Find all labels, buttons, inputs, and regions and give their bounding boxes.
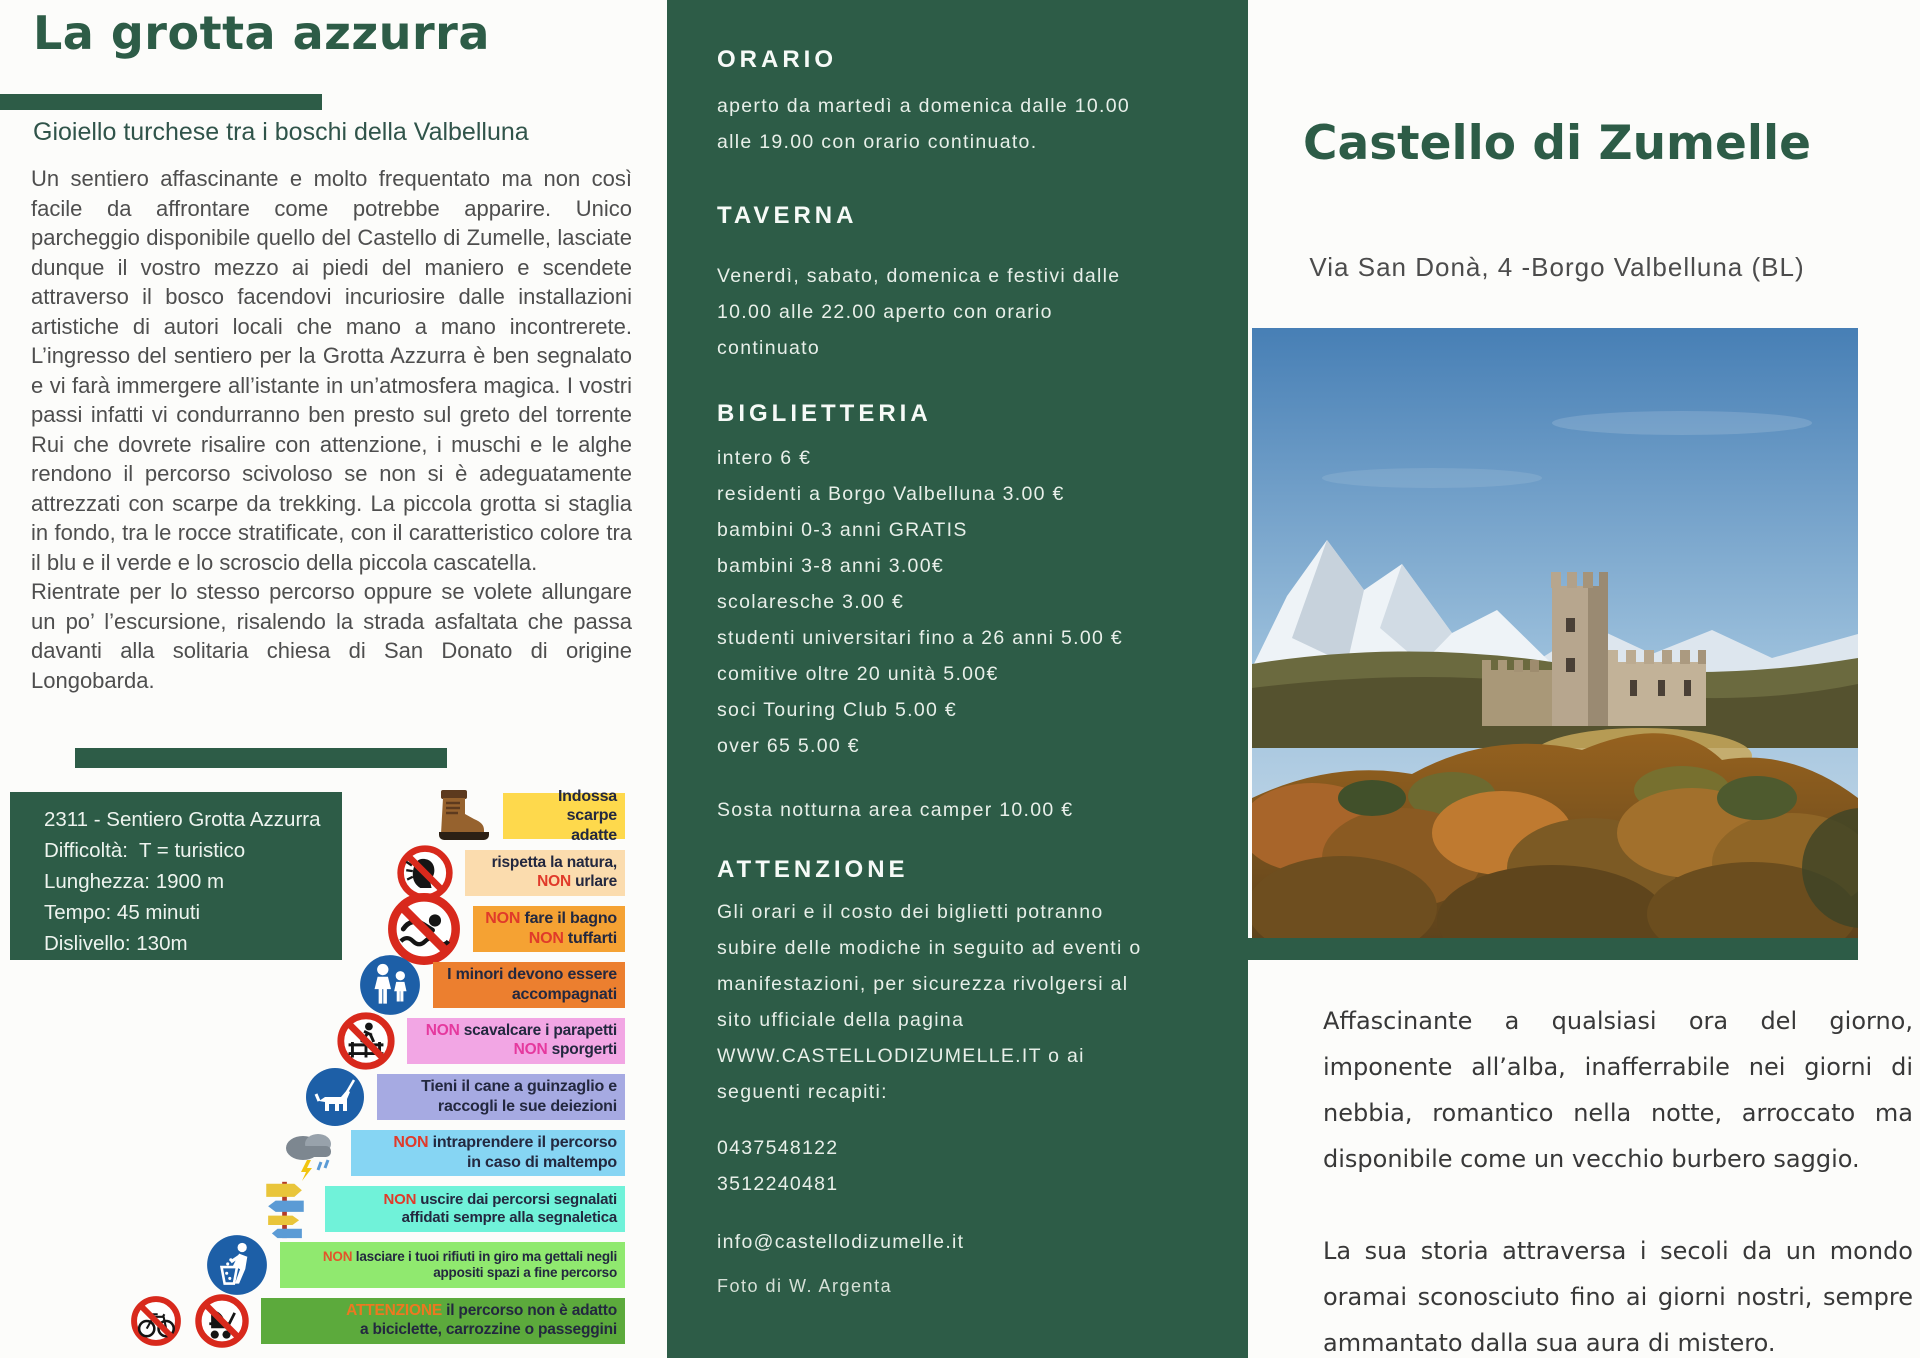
rule-label-line: NON scavalcare i parapetti (425, 1022, 617, 1040)
info-line: bambini 3-8 anni 3.00€ (717, 555, 944, 577)
info-line: sito ufficiale della pagina (717, 1009, 965, 1031)
info-line: bambini 0-3 anni GRATIS (717, 519, 968, 541)
info-line: manifestazioni, per sicurezza rivolgersi al (717, 973, 1129, 995)
rule-label (261, 1298, 625, 1344)
info-section-biglietteria (717, 398, 1208, 828)
rule-label-line: NON fare il bagno (485, 910, 617, 928)
photo-underline-bar (1248, 938, 1858, 960)
rule-label (473, 906, 625, 952)
trail-info-line: Dislivello: 130m (44, 932, 188, 955)
trail-info-line: 2311 - Sentiero Grotta Azzurra (44, 808, 321, 831)
rule-label (351, 1130, 625, 1176)
rule-label-line: rispetta la natura, (491, 854, 617, 872)
rule-label-line: NON intraprendere il percorso (393, 1134, 617, 1152)
section-lines (717, 894, 1208, 1110)
use-bins-icon (204, 1232, 270, 1298)
children-supervision-icon (357, 952, 423, 1018)
rule-label-line: affidati sempre alla segnaletica (401, 1209, 617, 1226)
info-line: subire delle modiche in seguito ad eventi o (717, 937, 1142, 959)
no-bicycle-icon (129, 1294, 183, 1348)
rule-label-line: Indossa scarpe (557, 787, 617, 825)
phone-number: 0437548122 (717, 1137, 839, 1159)
rule-label-line: I minori devono essere (447, 966, 617, 984)
left-body-text (31, 164, 632, 695)
rule-label-line: ATTENZIONE il percorso non è adatto (346, 1302, 617, 1320)
address: Via San Donà, 4 -Borgo Valbelluna (BL) (1309, 252, 1805, 282)
info-line: intero 6 € (717, 447, 812, 469)
right-title: Castello di Zumelle (1302, 116, 1811, 171)
no-climbing-icon (335, 1010, 397, 1072)
boot-icon (429, 788, 493, 844)
trail-rule-row (357, 962, 625, 1008)
contacts-block (717, 1130, 1208, 1297)
info-line: soci Touring Club 5.00 € (717, 699, 958, 721)
trail-rule-row (277, 1130, 625, 1176)
left-subtitle: Gioiello turchese tra i boschi della Valbelluna (33, 118, 529, 146)
bad-weather-icon (277, 1124, 341, 1182)
body-paragraph: Un sentiero affascinante e molto frequentato ma non così facile da affrontare come potrebbe apparire. Unico parcheggio disponibile quello del Castello di Zumelle, lasciate dunque il vostro mezzo ai piedi del maniero e scendete attraverso il bosco facendovi incuriosire dalle installazioni artistiche di autori locali che mano a mano incontrerete. L’ingresso del sentiero per la Grotta Azzurra è ben segnalato e vi farà immergere all’istante in un’atmosfera magica. I vostri passi infatti vi condurranno ben presto sul greto del torrente Rui che dovrete risalire con attenzione, i muschi e le alghe rendono il percorso scivoloso se non si è adeguatamente attrezzati con scarpe da trekking. La piccola grotta si staglia in fondo, tra le rocce stratificate, con il caratteristico colore tra il blu e il verde e lo scroscio della piccola cascatella. (31, 166, 632, 575)
trail-rule-row (255, 1186, 625, 1232)
info-line: WWW.CASTELLODIZUMELLE.IT o ai (717, 1045, 1085, 1067)
trail-rule-row (129, 1298, 625, 1344)
camper-fee-line: Sosta notturna area camper 10.00 € (717, 799, 1074, 821)
info-line: Venerdì, sabato, domenica e festivi dalle (717, 265, 1121, 287)
info-line: Gli orari e il costo dei biglietti potranno (717, 901, 1104, 923)
section-divider-bar (75, 748, 447, 768)
rule-label-line: raccogli le sue deiezioni (437, 1098, 617, 1115)
trail-info-line: Tempo: 45 minuti (44, 901, 201, 924)
rule-label (503, 787, 625, 844)
section-heading-biglietteria: BIGLIETTERIA (717, 400, 932, 427)
info-line: continuato (717, 337, 820, 359)
section-lines (717, 258, 1208, 366)
dog-leash-icon (303, 1065, 367, 1129)
section-lines (717, 88, 1208, 160)
rule-label (407, 1018, 625, 1064)
trail-rule-row (335, 1018, 625, 1064)
rule-label-line: NON uscire dai percorsi segnalati (383, 1190, 617, 1208)
rule-label-line: accompagnati (511, 986, 617, 1003)
info-section-attenzione (717, 854, 1208, 1110)
info-line: residenti a Borgo Valbelluna 3.00 € (717, 483, 1065, 505)
rule-label-line: NON tuffarti (528, 930, 617, 947)
right-body-text (1323, 998, 1913, 1358)
right-panel (1248, 0, 1920, 1358)
info-section-orario (717, 44, 1208, 160)
info-line: scolaresche 3.00 € (717, 591, 905, 613)
section-heading-orario: ORARIO (717, 46, 837, 73)
trail-rule-row (385, 906, 625, 952)
info-line: 10.00 alle 22.00 aperto con orario (717, 301, 1053, 323)
section-heading-taverna: TAVERNA (717, 202, 858, 229)
rule-label-line: NON urlare (537, 873, 617, 890)
title-underline-bar (0, 94, 322, 110)
info-line: over 65 5.00 € (717, 735, 860, 757)
body-paragraph: Rientrate per lo stesso percorso oppure se volete allungare un po’ l’escursione, risalendo la strada asfaltata che passa davanti alla solitaria chiesa di San Donato di origine Longobarda. (31, 579, 632, 693)
body-paragraph: Affascinante a qualsiasi ora del giorno, imponente all’alba, inafferrabile nei giorni di nebbia, romantico nella notte, arroccato ma disponibile come un vecchio burbero saggio. (1323, 1007, 1913, 1173)
email-address: info@castellodizumelle.it (717, 1231, 965, 1253)
rule-label (325, 1186, 625, 1232)
trail-info-box (10, 792, 342, 960)
castle-photo-illustration (1252, 328, 1858, 938)
trail-info-line: Lunghezza: 1900 m (44, 870, 225, 893)
rule-label (377, 1074, 625, 1120)
info-line: seguenti recapiti: (717, 1081, 888, 1103)
rule-label-line: Tieni il cane a guinzaglio e (421, 1078, 617, 1096)
castle-photo (1252, 328, 1858, 938)
rule-label-line: NON sporgerti (513, 1041, 617, 1058)
left-panel (0, 0, 667, 1358)
left-title: La grotta azzurra (33, 6, 490, 60)
rule-label (280, 1242, 625, 1288)
info-line: alle 19.00 con orario continuato. (717, 131, 1038, 153)
info-panel (667, 0, 1248, 1358)
section-heading-attenzione: ATTENZIONE (717, 856, 909, 883)
rule-label (465, 850, 625, 896)
rule-label (433, 962, 625, 1008)
trail-info-line: Difficoltà: T = turistico (44, 839, 246, 862)
section-lines (717, 440, 1208, 764)
trail-rule-row (303, 1074, 625, 1120)
info-line: aperto da martedì a domenica dalle 10.00 (717, 95, 1130, 117)
rule-label-line: appositi spazi a fine percorso (433, 1265, 617, 1280)
info-line: comitive oltre 20 unità 5.00€ (717, 663, 999, 685)
rule-label-line: NON lasciare i tuoi rifiuti in giro ma gettali negli (322, 1248, 617, 1264)
rule-label-line: in caso di maltempo (466, 1154, 617, 1171)
rule-label-line: a biciclette, carrozzine o passeggini (359, 1321, 617, 1338)
no-stroller-icon (193, 1292, 251, 1350)
body-paragraph: La sua storia attraversa i secoli da un mondo oramai sconosciuto fino ai giorni nostri, sempre ammantato dalla sua aura di mistero. (1323, 1237, 1913, 1357)
photo-credit: Foto di W. Argenta (717, 1276, 893, 1296)
phone-number: 3512240481 (717, 1173, 839, 1195)
info-line: studenti universitari fino a 26 anni 5.00 € (717, 627, 1124, 649)
trail-rule-row (429, 787, 625, 844)
rule-label-line: adatte (571, 826, 617, 844)
info-section-taverna (717, 200, 1208, 366)
trail-rule-row (204, 1242, 625, 1288)
